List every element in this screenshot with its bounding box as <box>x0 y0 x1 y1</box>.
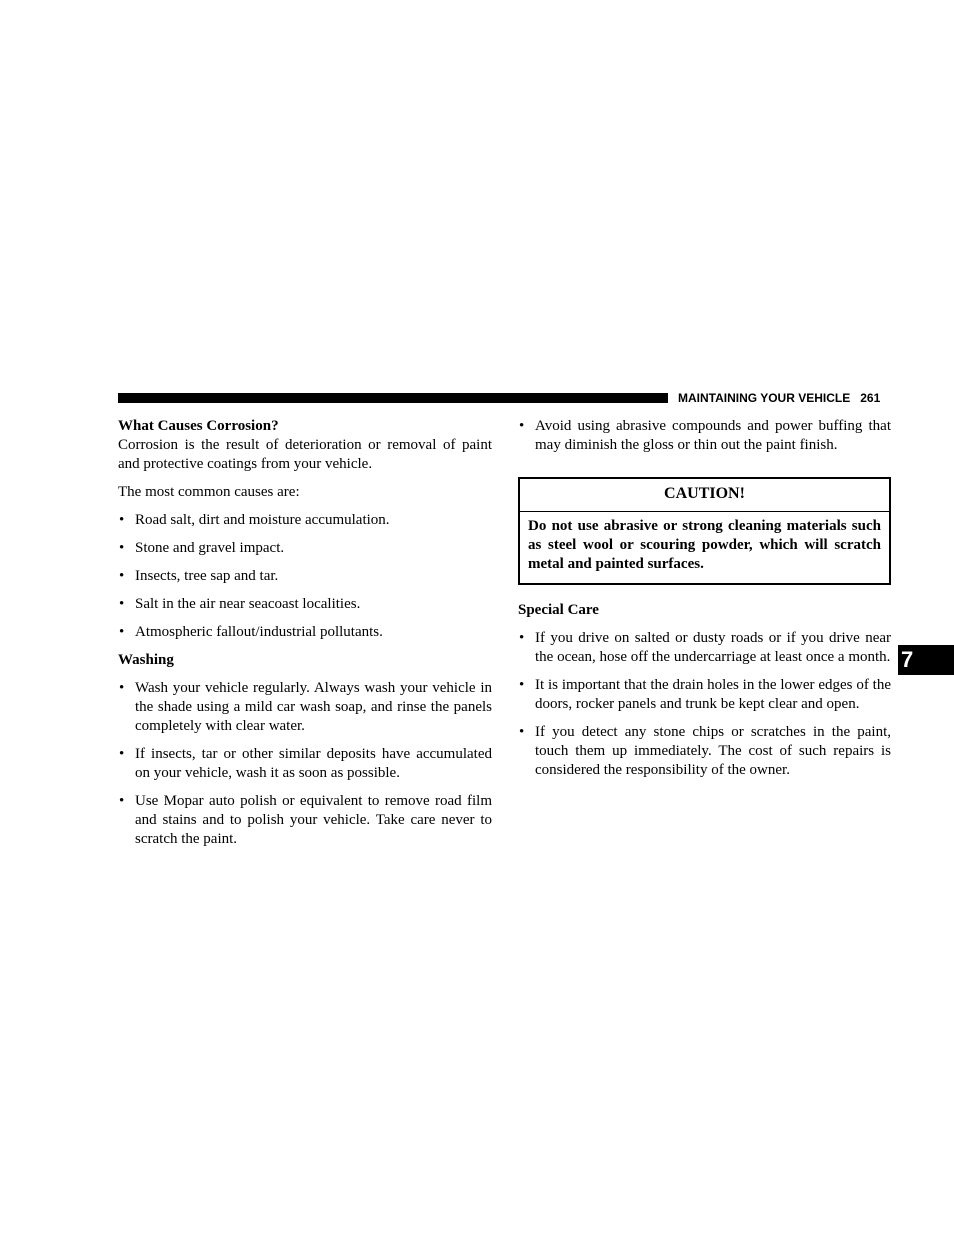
bullet-icon: • <box>119 624 125 640</box>
bullet-icon: • <box>119 540 125 556</box>
list-item: • If you drive on salted or dusty roads or if you drive near the ocean, hose off the undercarriage at least once a month. <box>519 630 891 665</box>
bullet-icon: • <box>119 680 125 696</box>
bullet-icon: • <box>519 630 525 646</box>
list-item: • Insects, tree sap and tar. <box>119 568 279 584</box>
bullet-icon: • <box>119 512 125 528</box>
list-item: • Salt in the air near seacoast localities. <box>119 596 361 612</box>
caution-box <box>518 477 891 585</box>
section-title: MAINTAINING YOUR VEHICLE <box>678 391 851 405</box>
abrasive-list <box>518 417 891 455</box>
list-item: • It is important that the drain holes in the lower edges of the doors, rocker panels and trunk be kept clear and open. <box>519 677 891 712</box>
bullet-icon: • <box>119 793 125 809</box>
bullet-icon: • <box>519 418 525 434</box>
washing-list <box>118 679 492 849</box>
page-number: 261 <box>860 391 881 405</box>
list-item: • Atmospheric fallout/industrial pollutants. <box>119 624 383 640</box>
corrosion-heading: What Causes Corrosion? <box>118 418 279 434</box>
list-item: • Wash your vehicle regularly. Always wash your vehicle in the shade using a mild car wash soap, and rinse the panels completely with clear water. <box>119 680 492 734</box>
bullet-icon: • <box>519 724 525 740</box>
caution-title: CAUTION! <box>520 479 889 512</box>
list-item: • If insects, tar or other similar deposits have accumulated on your vehicle, wash it as soon as possible. <box>119 746 492 781</box>
causes-list <box>118 511 492 642</box>
special-care-list <box>518 629 891 780</box>
list-item: • Use Mopar auto polish or equivalent to remove road film and stains and to polish your vehicle. Take care never to scratch the paint. <box>119 793 492 847</box>
list-item: • Road salt, dirt and moisture accumulation. <box>119 512 390 528</box>
washing-heading: Washing <box>118 652 174 668</box>
bullet-icon: • <box>119 746 125 762</box>
bullet-icon: • <box>119 568 125 584</box>
bullet-icon: • <box>119 596 125 612</box>
corrosion-text: Corrosion is the result of deterioration or removal of paint and protective coatings from your vehicle. <box>118 437 492 472</box>
chapter-tab: 7 <box>898 645 954 675</box>
header-rule-bar <box>118 393 668 403</box>
list-item: • Avoid using abrasive compounds and power buffing that may diminish the gloss or thin out the paint finish. <box>519 418 891 453</box>
left-column <box>118 417 492 858</box>
right-column <box>518 417 891 789</box>
bullet-icon: • <box>519 677 525 693</box>
caution-text: Do not use abrasive or strong cleaning materials such as steel wool or scouring powder, which will scratch metal and painted surfaces. <box>528 518 881 572</box>
running-header <box>678 390 891 406</box>
list-item: • If you detect any stone chips or scratches in the paint, touch them up immediately. The cost of such repairs is considered the responsibility of the owner. <box>519 724 891 778</box>
list-item: • Stone and gravel impact. <box>119 540 285 556</box>
causes-intro: The most common causes are: <box>118 484 300 500</box>
special-care-heading: Special Care <box>518 602 599 618</box>
